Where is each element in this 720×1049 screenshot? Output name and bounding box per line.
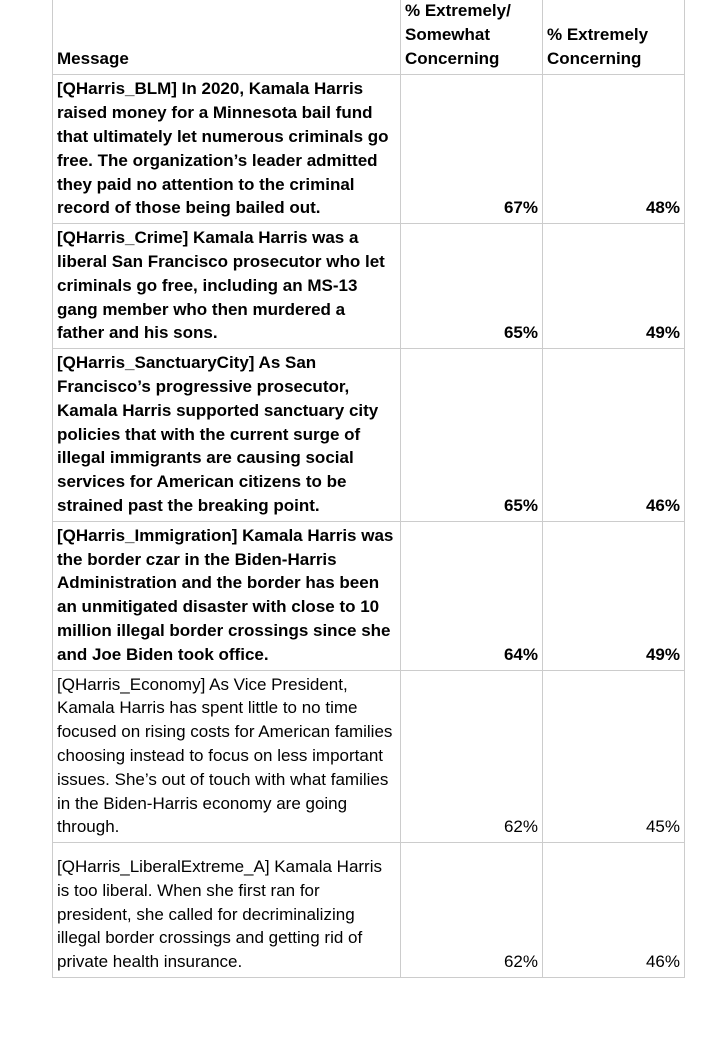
message-cell: [QHarris_Crime] Kamala Harris was a liberal San Francisco prosecutor who let criminals go free, including an MS-13 gang member who then murdered a father and his sons. [53, 224, 401, 349]
extremely-somewhat-cell: 65% [401, 349, 543, 522]
extremely-cell: 49% [543, 224, 685, 349]
header-extremely: % Extremely Concerning [543, 0, 685, 75]
header-message: Message [53, 0, 401, 75]
table-row [53, 521, 685, 670]
extremely-cell: 48% [543, 75, 685, 224]
message-cell: [QHarris_Economy] As Vice President, Kamala Harris has spent little to no time focused on rising costs for American families choosing instead to focus on less important issues. She’s out of touch with what families in the Biden-Harris economy are going through. [53, 670, 401, 843]
message-cell: [QHarris_Immigration] Kamala Harris was the border czar in the Biden-Harris Administration and the border has been an unmitigated disaster with close to 10 million illegal border crossings since she and Joe Biden took office. [53, 521, 401, 670]
table-row [53, 670, 685, 843]
table-row [53, 843, 685, 978]
message-cell: [QHarris_BLM] In 2020, Kamala Harris raised money for a Minnesota bail fund that ultimately let numerous criminals go free. The organization’s leader admitted they paid no attention to the criminal record of those being bailed out. [53, 75, 401, 224]
extremely-cell: 46% [543, 843, 685, 978]
message-cell: [QHarris_SanctuaryCity] As San Francisco’s progressive prosecutor, Kamala Harris supported sanctuary city policies that with the current surge of illegal immigrants are causing social services for American citizens to be strained past the breaking point. [53, 349, 401, 522]
header-extremely-somewhat: % Extremely/ Somewhat Concerning [401, 0, 543, 75]
extremely-somewhat-cell: 64% [401, 521, 543, 670]
extremely-somewhat-cell: 65% [401, 224, 543, 349]
table-row [53, 349, 685, 522]
table-row [53, 75, 685, 224]
table-row [53, 224, 685, 349]
extremely-somewhat-cell: 62% [401, 843, 543, 978]
message-cell: [QHarris_LiberalExtreme_A] Kamala Harris is too liberal. When she first ran for president, she called for decriminalizing illegal border crossings and getting rid of private health insurance. [53, 843, 401, 978]
extremely-cell: 46% [543, 349, 685, 522]
message-table [52, 0, 685, 978]
extremely-cell: 45% [543, 670, 685, 843]
extremely-cell: 49% [543, 521, 685, 670]
extremely-somewhat-cell: 67% [401, 75, 543, 224]
extremely-somewhat-cell: 62% [401, 670, 543, 843]
header-row [53, 0, 685, 75]
